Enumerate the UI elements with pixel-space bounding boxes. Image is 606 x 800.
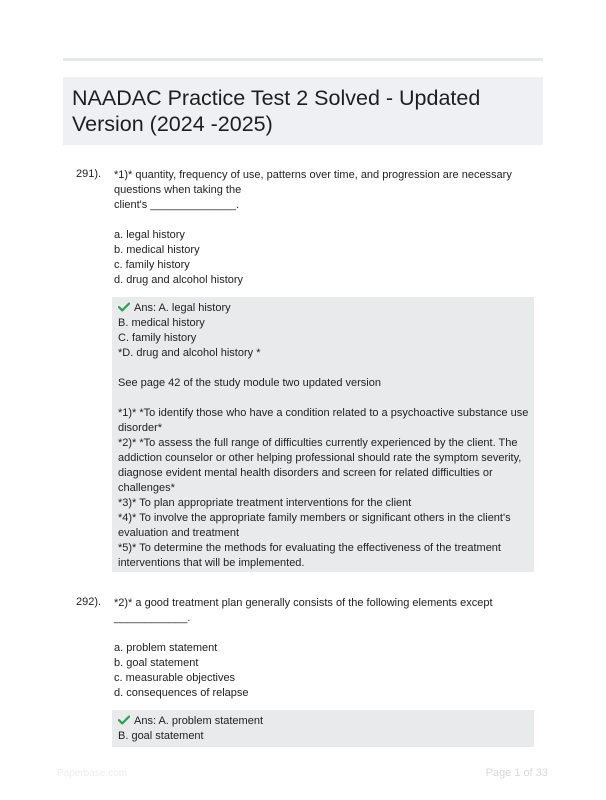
answer-line <box>118 301 231 316</box>
option-a: a. legal history <box>114 229 185 241</box>
answer-line: *2)* *To assess the full range of difficulties currently experienced by the client. The <box>118 437 518 449</box>
title-banner <box>63 77 543 145</box>
answer-line: *3)* To plan appropriate treatment interventions for the client <box>118 497 412 509</box>
option-d: d. consequences of relapse <box>114 687 249 699</box>
question-number: 291). <box>76 168 102 180</box>
option-c: c. measurable objectives <box>114 672 236 684</box>
answer-line: B. medical history <box>118 317 205 329</box>
answer-line: challenges* <box>118 482 175 494</box>
answer-line: C. family history <box>118 332 197 344</box>
question-prompt-line: ____________. <box>114 612 191 624</box>
answer-line: *D. drug and alcohol history * <box>118 347 261 359</box>
answer-box <box>112 297 534 572</box>
answer-reference: See page 42 of the study module two updated version <box>118 377 381 389</box>
answer-line: B. goal statement <box>118 730 204 742</box>
question-prompt-line: questions when taking the <box>114 184 242 196</box>
footer-watermark: Paperbase.com <box>57 768 128 779</box>
answer-box <box>112 710 534 747</box>
option-a: a. problem statement <box>114 642 218 654</box>
page-number: Page 1 of 33 <box>485 767 548 779</box>
option-c: c. family history <box>114 259 190 271</box>
page-title: NAADAC Practice Test 2 Solved - Updated Version (2024 -2025) <box>72 86 481 136</box>
option-d: d. drug and alcohol history <box>114 274 244 286</box>
answer-line: *4)* To involve the appropriate family members or significant others in the client's <box>118 512 511 524</box>
checkmark-icon <box>118 715 130 725</box>
top-divider <box>63 58 543 61</box>
option-b: b. goal statement <box>114 657 199 669</box>
question-prompt-line: *2)* a good treatment plan generally consists of the following elements except <box>114 597 493 609</box>
answer-line: addiction counselor or other helping professional should rate the symptom severity, <box>118 452 522 464</box>
answer-line: *1)* *To identify those who have a condition related to a psychoactive substance use <box>118 407 529 419</box>
question-prompt-line: *1)* quantity, frequency of use, patterns over time, and progression are necessary <box>114 169 512 181</box>
answer-line <box>118 714 263 729</box>
question-prompt-line: client's ______________. <box>114 199 240 211</box>
answer-line: *5)* To determine the methods for evaluating the effectiveness of the treatment <box>118 542 501 554</box>
answer-text: Ans: A. problem statement <box>134 715 264 727</box>
option-b: b. medical history <box>114 244 200 256</box>
answer-line: disorder* <box>118 422 163 434</box>
question-number: 292). <box>76 596 102 608</box>
answer-line: evaluation and treatment <box>118 527 240 539</box>
answer-text: Ans: A. legal history <box>134 302 231 314</box>
answer-line: diagnose evident mental health disorders and screen for related difficulties or <box>118 467 493 479</box>
answer-line: interventions that will be implemented. <box>118 557 305 569</box>
checkmark-icon <box>118 302 130 312</box>
